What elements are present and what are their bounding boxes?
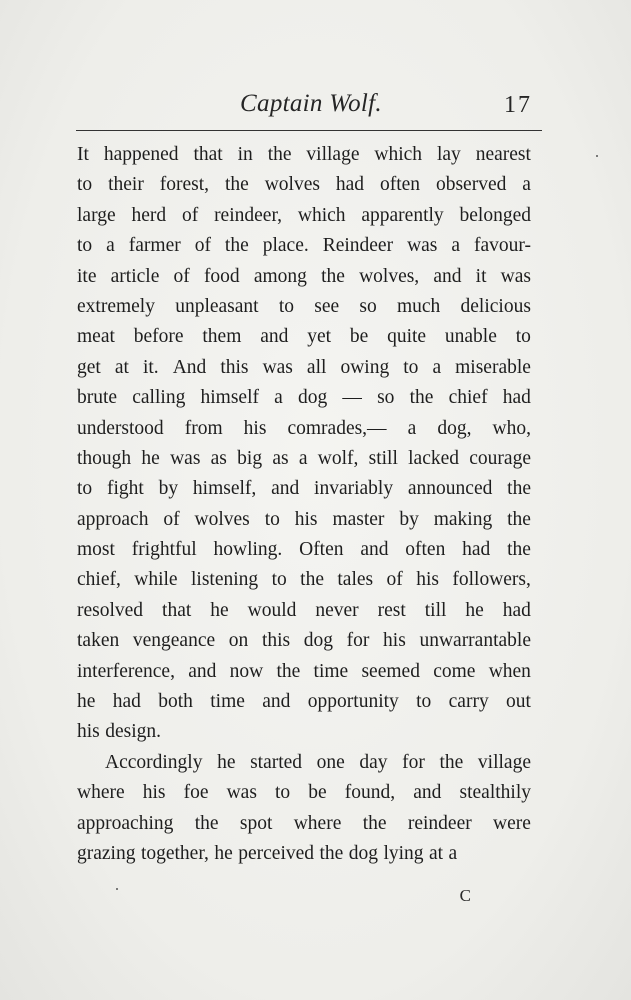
text-line: Accordingly he started one day for the village — [105, 751, 531, 773]
print-speck — [596, 155, 598, 157]
text-line: where his foe was to be found, and stealthily — [77, 782, 531, 804]
text-line: approaching the spot where the reindeer were — [77, 812, 531, 834]
text-line: interference, and now the time seemed come when — [77, 660, 531, 682]
text-line: extremely unpleasant to see so much delicious — [77, 295, 531, 317]
signature-mark — [0, 886, 631, 906]
body-text — [77, 140, 531, 869]
text-line: brute calling himself a dog — so the chief had — [77, 387, 531, 409]
header-rule — [76, 130, 542, 131]
signature-mark-text: C — [459, 886, 471, 905]
page-number: 17 — [504, 92, 532, 118]
text-line: resolved that he would never rest till he had — [77, 599, 531, 621]
running-head — [76, 84, 546, 124]
text-line: to fight by himself, and invariably announced the — [77, 478, 531, 500]
text-line: It happened that in the village which lay nearest — [77, 144, 531, 165]
text-line: grazing together, he perceived the dog lying at a — [77, 842, 458, 864]
text-line: large herd of reindeer, which apparently belonged — [77, 204, 531, 226]
text-line: get at it. And this was all owing to a miserable — [77, 356, 531, 378]
text-line: though he was as big as a wolf, still lacked courage — [77, 447, 531, 469]
text-line: understood from his comrades,— a dog, who, — [77, 417, 531, 439]
text-line: ite article of food among the wolves, and it was — [77, 265, 531, 287]
text-line: approach of wolves to his master by making the — [77, 508, 531, 530]
text-line: meat before them and yet be quite unable to — [77, 326, 531, 348]
print-speck — [116, 888, 118, 890]
text-line: to their forest, the wolves had often observed a — [77, 174, 531, 196]
text-line: most frightful howling. Often and often had the — [77, 539, 531, 561]
text-line: he had both time and opportunity to carry out — [77, 691, 531, 713]
text-line: to a farmer of the place. Reindeer was a favour- — [77, 235, 531, 257]
text-line: chief, while listening to the tales of his followers, — [77, 569, 531, 591]
text-line: taken vengeance on this dog for his unwarrantable — [77, 630, 531, 652]
running-head-title: Captain Wolf. — [240, 90, 382, 117]
text-line: his design. — [77, 721, 162, 743]
